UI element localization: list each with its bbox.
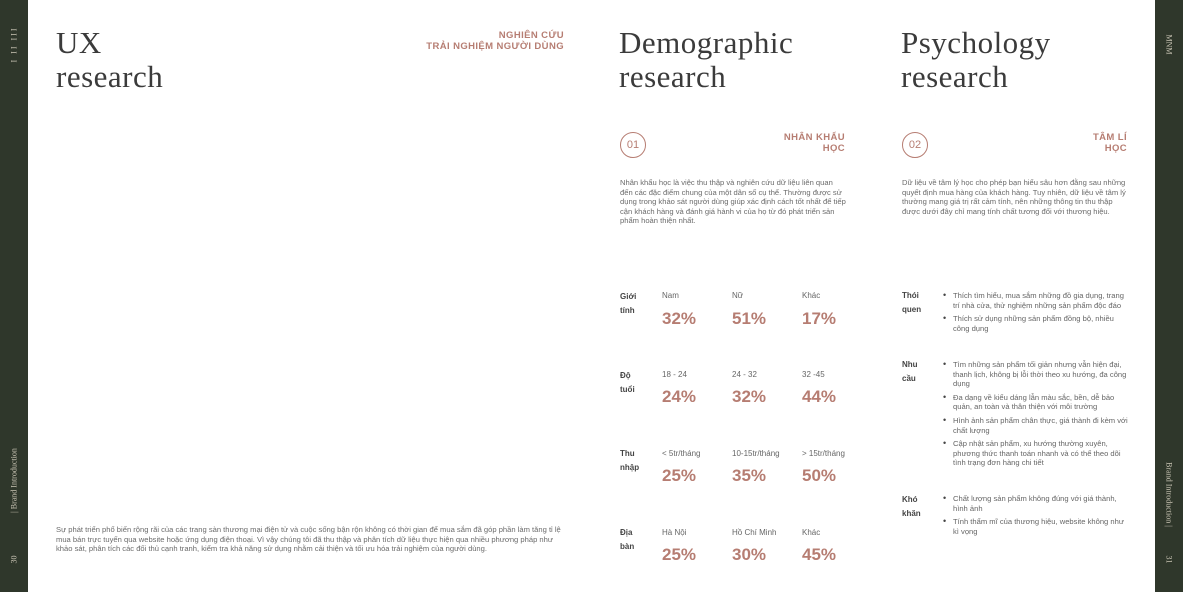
- stat-value: 25%: [662, 545, 697, 564]
- bullet-list: [943, 494, 1128, 540]
- row-label-income: [620, 447, 644, 475]
- group-label-difficulties: [902, 493, 928, 521]
- list-item: • Đa dạng về kiểu dáng lẫn màu sắc, bền, dễ bảo quản, an toàn và thân thiện với môi trường: [943, 393, 1128, 412]
- ux-caption: [380, 30, 564, 52]
- row-label-line2: tính: [620, 306, 635, 315]
- row-label-line1: Thu: [620, 449, 635, 458]
- section-number-badge: 01: [620, 132, 646, 158]
- demographic-title: [619, 26, 793, 94]
- stat-value: 44%: [802, 387, 837, 406]
- ux-title-line2: research: [56, 59, 164, 94]
- group-label-line1: Nhu: [902, 360, 918, 369]
- stat-value: 51%: [732, 309, 767, 328]
- stat-value: 17%: [802, 309, 837, 328]
- stat-label: Nữ: [732, 291, 744, 300]
- psychology-caption-line2: HỌC: [1104, 143, 1127, 154]
- stat-label: Khác: [802, 291, 821, 300]
- list-item: • Cập nhật sản phẩm, xu hướng thường xuyên, phương thức thanh toán nhanh và có thể theo dõi tình trạng đơn hàng chi tiết: [943, 439, 1128, 468]
- stat-label: Hà Nội: [662, 528, 687, 537]
- list-item: • Hình ảnh sản phẩm chân thực, giá thành đi kèm với chất lượng: [943, 416, 1128, 435]
- stat-value: 32%: [732, 387, 767, 406]
- list-item: • Tìm những sản phẩm tối giản nhưng vẫn hiện đại, thanh lịch, không bị lỗi thời theo xu hướng, đa công dụng: [943, 360, 1128, 389]
- demographic-title-line2: research: [619, 59, 727, 94]
- group-label-line2: khăn: [902, 509, 921, 518]
- stat-label: Nam: [662, 291, 679, 300]
- ux-paragraph: Sự phát triển phổ biến rộng rãi của các trang sàn thương mại điện tử và cuộc sống bận rộn không có thời gian để mua sắm đã góp phần làm tăng tỉ lệ mua bán trực tuyến qua website hoặc ứng dụng điện thoại. Vì vậy chúng tôi đã thu thập và phân tích dữ liệu thực hiện qua nhiều phương pháp như khảo sát, phân tích các đối thủ cạnh tranh, kiểm tra khả năng sử dụng nhằm cải thiện và tối ưu hóa trải nghiệm của người dùng.: [56, 525, 561, 554]
- stat-label: 24 - 32: [732, 370, 757, 379]
- psychology-caption: [1027, 132, 1127, 154]
- group-label-habits: [902, 289, 928, 317]
- row-label-line1: Độ: [620, 371, 631, 380]
- list-item: • Tính thẩm mĩ của thương hiệu, website không như kì vọng: [943, 517, 1128, 536]
- bullet-list: [943, 360, 1128, 472]
- stat-label: Hồ Chí Minh: [732, 528, 777, 537]
- group-label-line2: quen: [902, 305, 922, 314]
- ux-title: [56, 26, 163, 94]
- brand-mark: MNM: [1164, 34, 1174, 55]
- stat-value: 35%: [732, 466, 767, 485]
- stat-value: 24%: [662, 387, 697, 406]
- list-item: • Thích tìm hiểu, mua sắm những đồ gia dụng, trang trí nhà cửa, thử nghiệm những sản phẩm độc đáo: [943, 291, 1128, 310]
- stat-value: 45%: [802, 545, 837, 564]
- group-label-line1: Khó: [902, 495, 918, 504]
- row-label-line1: Giới: [620, 292, 637, 301]
- section-number-badge: 02: [902, 132, 928, 158]
- stat-value: 25%: [662, 466, 697, 485]
- row-label-line2: bàn: [620, 542, 635, 551]
- group-label-needs: [902, 358, 928, 386]
- bullet-list: [943, 291, 1128, 337]
- row-label-line2: nhập: [620, 463, 640, 472]
- stat-value: 32%: [662, 309, 697, 328]
- row-label-gender: [620, 290, 644, 318]
- page-number: 31: [1164, 555, 1174, 564]
- psychology-title: [901, 26, 1051, 94]
- psychology-paragraph: Dữ liệu về tâm lý học cho phép bạn hiểu sâu hơn đằng sau những quyết định mua hàng của khách hàng. Tuy nhiên, dữ liệu về tâm lý thường mang giá trị rất cảm tính, nên những thông tin thu thập được dưới đây chỉ mang tính chất tương đối với thương hiệu.: [902, 178, 1126, 216]
- stat-label: Khác: [802, 528, 821, 537]
- psychology-title-line2: research: [901, 59, 1009, 94]
- psychology-title-line1: Psychology: [901, 25, 1051, 60]
- stat-value: 50%: [802, 466, 837, 485]
- row-label-line1: Địa: [620, 528, 633, 537]
- stat-label: > 15tr/tháng: [802, 449, 845, 458]
- demographic-title-line1: Demographic: [619, 25, 794, 60]
- ux-title-line1: UX: [56, 25, 102, 60]
- section-label: | Brand Introduction: [9, 448, 19, 513]
- ux-caption-line2: TRẢI NGHIỆM NGƯỜI DÙNG: [426, 41, 564, 52]
- stat-label: < 5tr/tháng: [662, 449, 701, 458]
- stat-value: 30%: [732, 545, 767, 564]
- page-number: 30: [9, 555, 19, 564]
- section-label: Brand Introduction |: [1164, 462, 1174, 527]
- roman-marks: I II III: [9, 26, 19, 63]
- left-sidebar: [0, 0, 28, 592]
- demographic-paragraph: Nhân khẩu học là việc thu thập và nghiên cứu dữ liệu liên quan đến các đặc điểm chung của một dân số cụ thể. Thường được sử dụng trong khảo sát người dùng giúp xác định cách tốt nhất để tiếp cận khách hàng và đánh giá hành vi của họ từ đó phát triển sản phẩm hoàn thiện nhất.: [620, 178, 846, 226]
- row-label-age: [620, 369, 644, 397]
- group-label-line1: Thói: [902, 291, 919, 300]
- stat-label: 18 - 24: [662, 370, 687, 379]
- stat-label: 32 -45: [802, 370, 825, 379]
- psychology-caption-line1: TÂM LÍ: [1092, 132, 1127, 143]
- stat-label: 10-15tr/tháng: [732, 449, 780, 458]
- demographic-caption: [745, 132, 845, 154]
- ux-caption-line1: NGHIÊN CỨU: [498, 30, 564, 41]
- list-item: • Chất lượng sản phẩm không đúng với giá thành, hình ảnh: [943, 494, 1128, 513]
- demographic-caption-line2: HỌC: [822, 143, 845, 154]
- demographic-caption-line1: NHÂN KHẨU: [783, 132, 845, 143]
- group-label-line2: cầu: [902, 374, 916, 383]
- row-label-line2: tuổi: [620, 385, 635, 394]
- list-item: • Thích sử dụng những sản phẩm đồng bộ, nhiều công dụng: [943, 314, 1128, 333]
- right-sidebar: [1155, 0, 1183, 592]
- row-label-region: [620, 526, 644, 554]
